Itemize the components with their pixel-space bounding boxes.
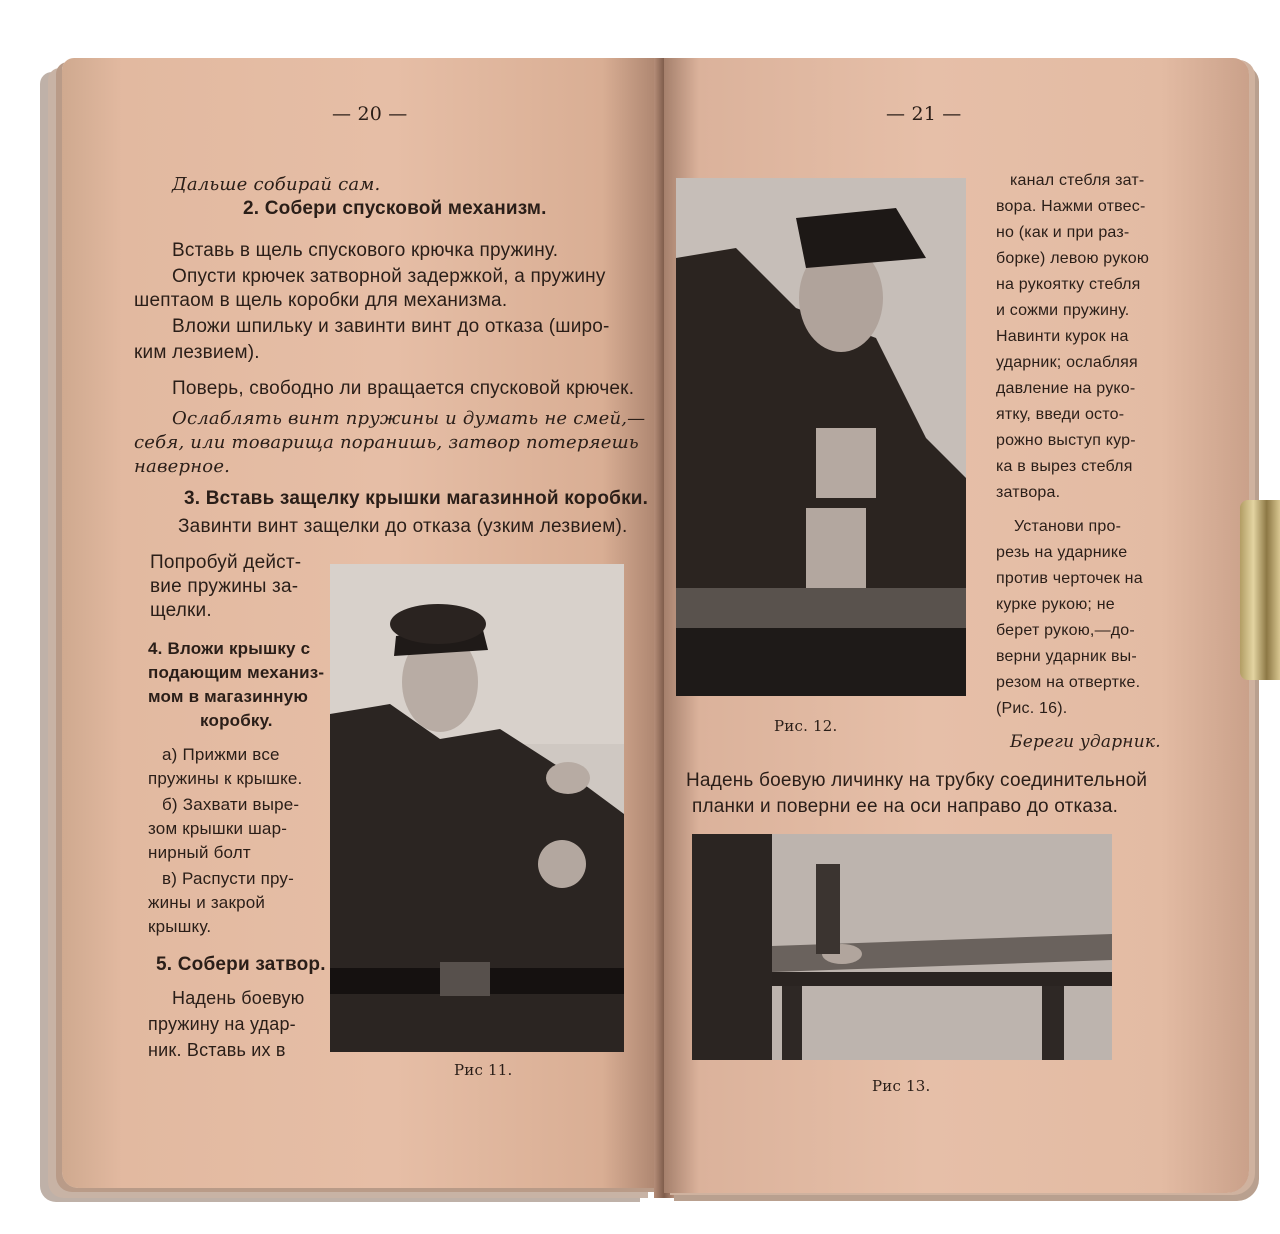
text-line: Вложи шпильку и завинти винт до отказа (широ- (172, 316, 610, 337)
list-item: жины и закрой (148, 893, 266, 912)
list-item: нирный болт (148, 843, 251, 862)
section-heading-3: 3. Вставь защелку крышки магазинной коробки. (184, 488, 649, 509)
text-line: резом на отвертке. (996, 674, 1141, 691)
list-item: зом крышки шар- (148, 819, 288, 838)
section-heading-4: 4. Вложи крышку с (148, 639, 311, 658)
text-line: вора. Нажми отвес- (996, 198, 1146, 215)
text-line: ударник; ослабляя (996, 354, 1138, 371)
text-line: на рукоятку стебля (996, 276, 1141, 293)
figure-13-caption: Рис 13. (872, 1077, 931, 1095)
text-line: затвора. (996, 484, 1061, 501)
figure-13-photo (692, 834, 1112, 1060)
text-line: Вставь в щель спускового крючка пружину. (172, 240, 559, 261)
text-line: Ослаблять винт пружины и думать не смей,— (172, 408, 646, 429)
text-line: Надень боевую личинку на трубку соединительной (686, 770, 1148, 791)
text-line: Береги ударник. (1010, 732, 1161, 752)
text-line: верни ударник вы- (996, 648, 1137, 665)
text-line: ятку, введи осто- (996, 406, 1125, 423)
text-line: вие пружины за- (150, 576, 299, 597)
section-heading-4: подающим механиз- (148, 663, 325, 682)
right-page (664, 58, 1249, 1193)
section-heading-2: 2. Собери спусковой механизм. (243, 198, 547, 219)
figure-11-caption: Рис 11. (454, 1061, 513, 1079)
text-line: Надень боевую (172, 988, 305, 1008)
text-line: планки и поверни ее на оси направо до отказа. (692, 796, 1119, 817)
text-line: но (как и при раз- (996, 224, 1130, 241)
text-line: курке рукою; не (996, 596, 1115, 613)
text-line: резь на ударнике (996, 544, 1128, 561)
text-line: Установи про- (1014, 518, 1122, 535)
list-item: в) Распусти пру- (162, 869, 294, 888)
text-line: Попробуй дейст- (150, 552, 302, 573)
text-line: ким лезвием). (134, 342, 260, 363)
figure-12-photo (676, 178, 966, 696)
text-line: пружину на удар- (148, 1014, 296, 1034)
binder-clip (1240, 500, 1280, 680)
text-line: Завинти винт защелки до отказа (узким лезвием). (178, 516, 628, 537)
text-line: Навинти курок на (996, 328, 1129, 345)
text-line: ник. Вставь их в (148, 1040, 286, 1060)
list-item: б) Захвати вырe- (162, 795, 300, 814)
text-line: Поверь, свободно ли вращается спусковой крючек. (172, 378, 635, 399)
text-line: Опусти крючек затворной задержкой, а пружину (172, 266, 606, 287)
section-heading-4: мом в магазинную (148, 687, 309, 706)
text-line: (Рис. 16). (996, 700, 1068, 717)
text-line: себя, или товарища поранишь, затвор потеряешь (134, 432, 639, 453)
text-line: и сожми пружину. (996, 302, 1130, 319)
text-line: борке) левою рукою (996, 250, 1150, 267)
figure-11-photo (330, 564, 624, 1052)
text-line: наверное. (134, 456, 231, 477)
page-number-21: — 21 — (886, 103, 962, 125)
text-line: шептаом в щель коробки для механизма. (134, 290, 508, 311)
section-heading-5: 5. Собери затвор. (156, 954, 326, 975)
text-line: против черточек на (996, 570, 1143, 587)
list-item: крышку. (148, 917, 212, 936)
figure-12-caption: Рис. 12. (774, 717, 838, 735)
left-page (62, 58, 662, 1188)
text-line: рожно выступ кур- (996, 432, 1136, 449)
text-line: щелки. (150, 600, 212, 621)
text-line: берет рукою,—до- (996, 622, 1135, 639)
text-line: канал стебля зат- (1010, 172, 1145, 189)
section-heading-4: коробку. (200, 711, 273, 730)
text-line: ка в вырез стебля (996, 458, 1133, 475)
list-item: а) Прижми все (162, 745, 280, 764)
text-line: давление на руко- (996, 380, 1136, 397)
page-number-20: — 20 — (332, 103, 408, 125)
text-line: Дальше собирай сам. (172, 174, 381, 195)
list-item: пружины к крышке. (148, 769, 303, 788)
